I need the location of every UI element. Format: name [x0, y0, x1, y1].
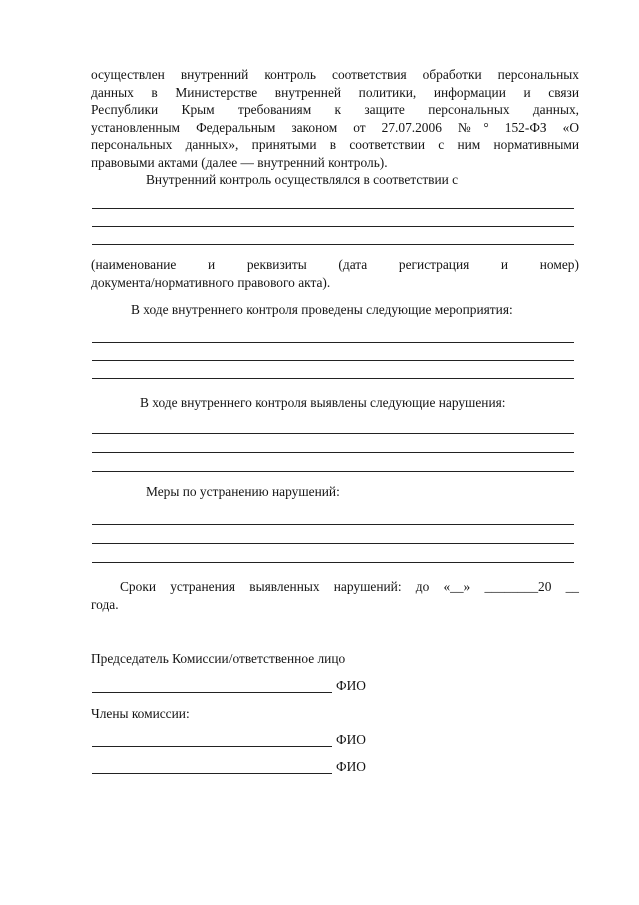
blank-line	[92, 471, 574, 472]
caption-word: и	[500, 257, 509, 272]
measures-heading: В ходе внутреннего контроля проведены следующие мероприятия:	[131, 302, 513, 317]
basis-heading: Внутренний контроль осуществлялся в соответствии с	[146, 172, 459, 187]
caption-word: (наименование	[91, 257, 177, 272]
caption-word: и	[208, 257, 216, 272]
members-label: Члены комиссии:	[91, 706, 190, 721]
caption-word: номер)	[539, 257, 579, 272]
signature-line-chairman	[92, 692, 332, 693]
signature-line-member	[92, 773, 332, 774]
deadline-line: Сроки устранения выявленных нарушений: до «__» ________20 __	[120, 579, 579, 594]
caption-word: (дата	[338, 257, 368, 272]
signature-line-member	[92, 746, 332, 747]
violations-heading: В ходе внутреннего контроля выявлены следующие нарушения:	[140, 395, 506, 410]
caption-word: реквизиты	[246, 257, 307, 272]
blank-line	[92, 342, 574, 343]
blank-line	[92, 378, 574, 379]
intro-line: Республики Крым требованиям к защите персональных данных,	[91, 102, 579, 118]
blank-line	[92, 360, 574, 361]
remedies-heading: Меры по устранению нарушений:	[146, 484, 340, 499]
chairman-label: Председатель Комиссии/ответственное лицо	[91, 651, 346, 666]
deadline-line-end: года.	[91, 597, 119, 612]
intro-line: персональных данных», принятыми в соответствии с ним нормативными	[91, 137, 579, 153]
intro-line: данных в Министерстве внутренней политики, информации и связи	[91, 84, 579, 100]
intro-line: осуществлен внутренний контроль соответствия обработки персональных	[91, 67, 579, 82]
blank-line	[92, 226, 574, 227]
intro-line: правовыми актами (далее — внутренний контроль).	[91, 155, 388, 170]
blank-line	[92, 524, 574, 525]
blank-line	[92, 452, 574, 453]
blank-line	[92, 562, 574, 563]
blank-line	[92, 244, 574, 245]
caption-word: регистрация	[398, 257, 470, 272]
basis-caption-line1	[91, 256, 579, 274]
blank-line	[92, 543, 574, 544]
fio-label: ФИО	[336, 759, 366, 774]
fio-label: ФИО	[336, 732, 366, 747]
intro-line: установленным Федеральным законом от 27.07.2006 №° 152-ФЗ «О	[91, 119, 579, 135]
fio-label: ФИО	[336, 678, 366, 693]
blank-line	[92, 433, 574, 434]
blank-line	[92, 208, 574, 209]
basis-caption-line2: документа/нормативного правового акта).	[91, 274, 331, 290]
